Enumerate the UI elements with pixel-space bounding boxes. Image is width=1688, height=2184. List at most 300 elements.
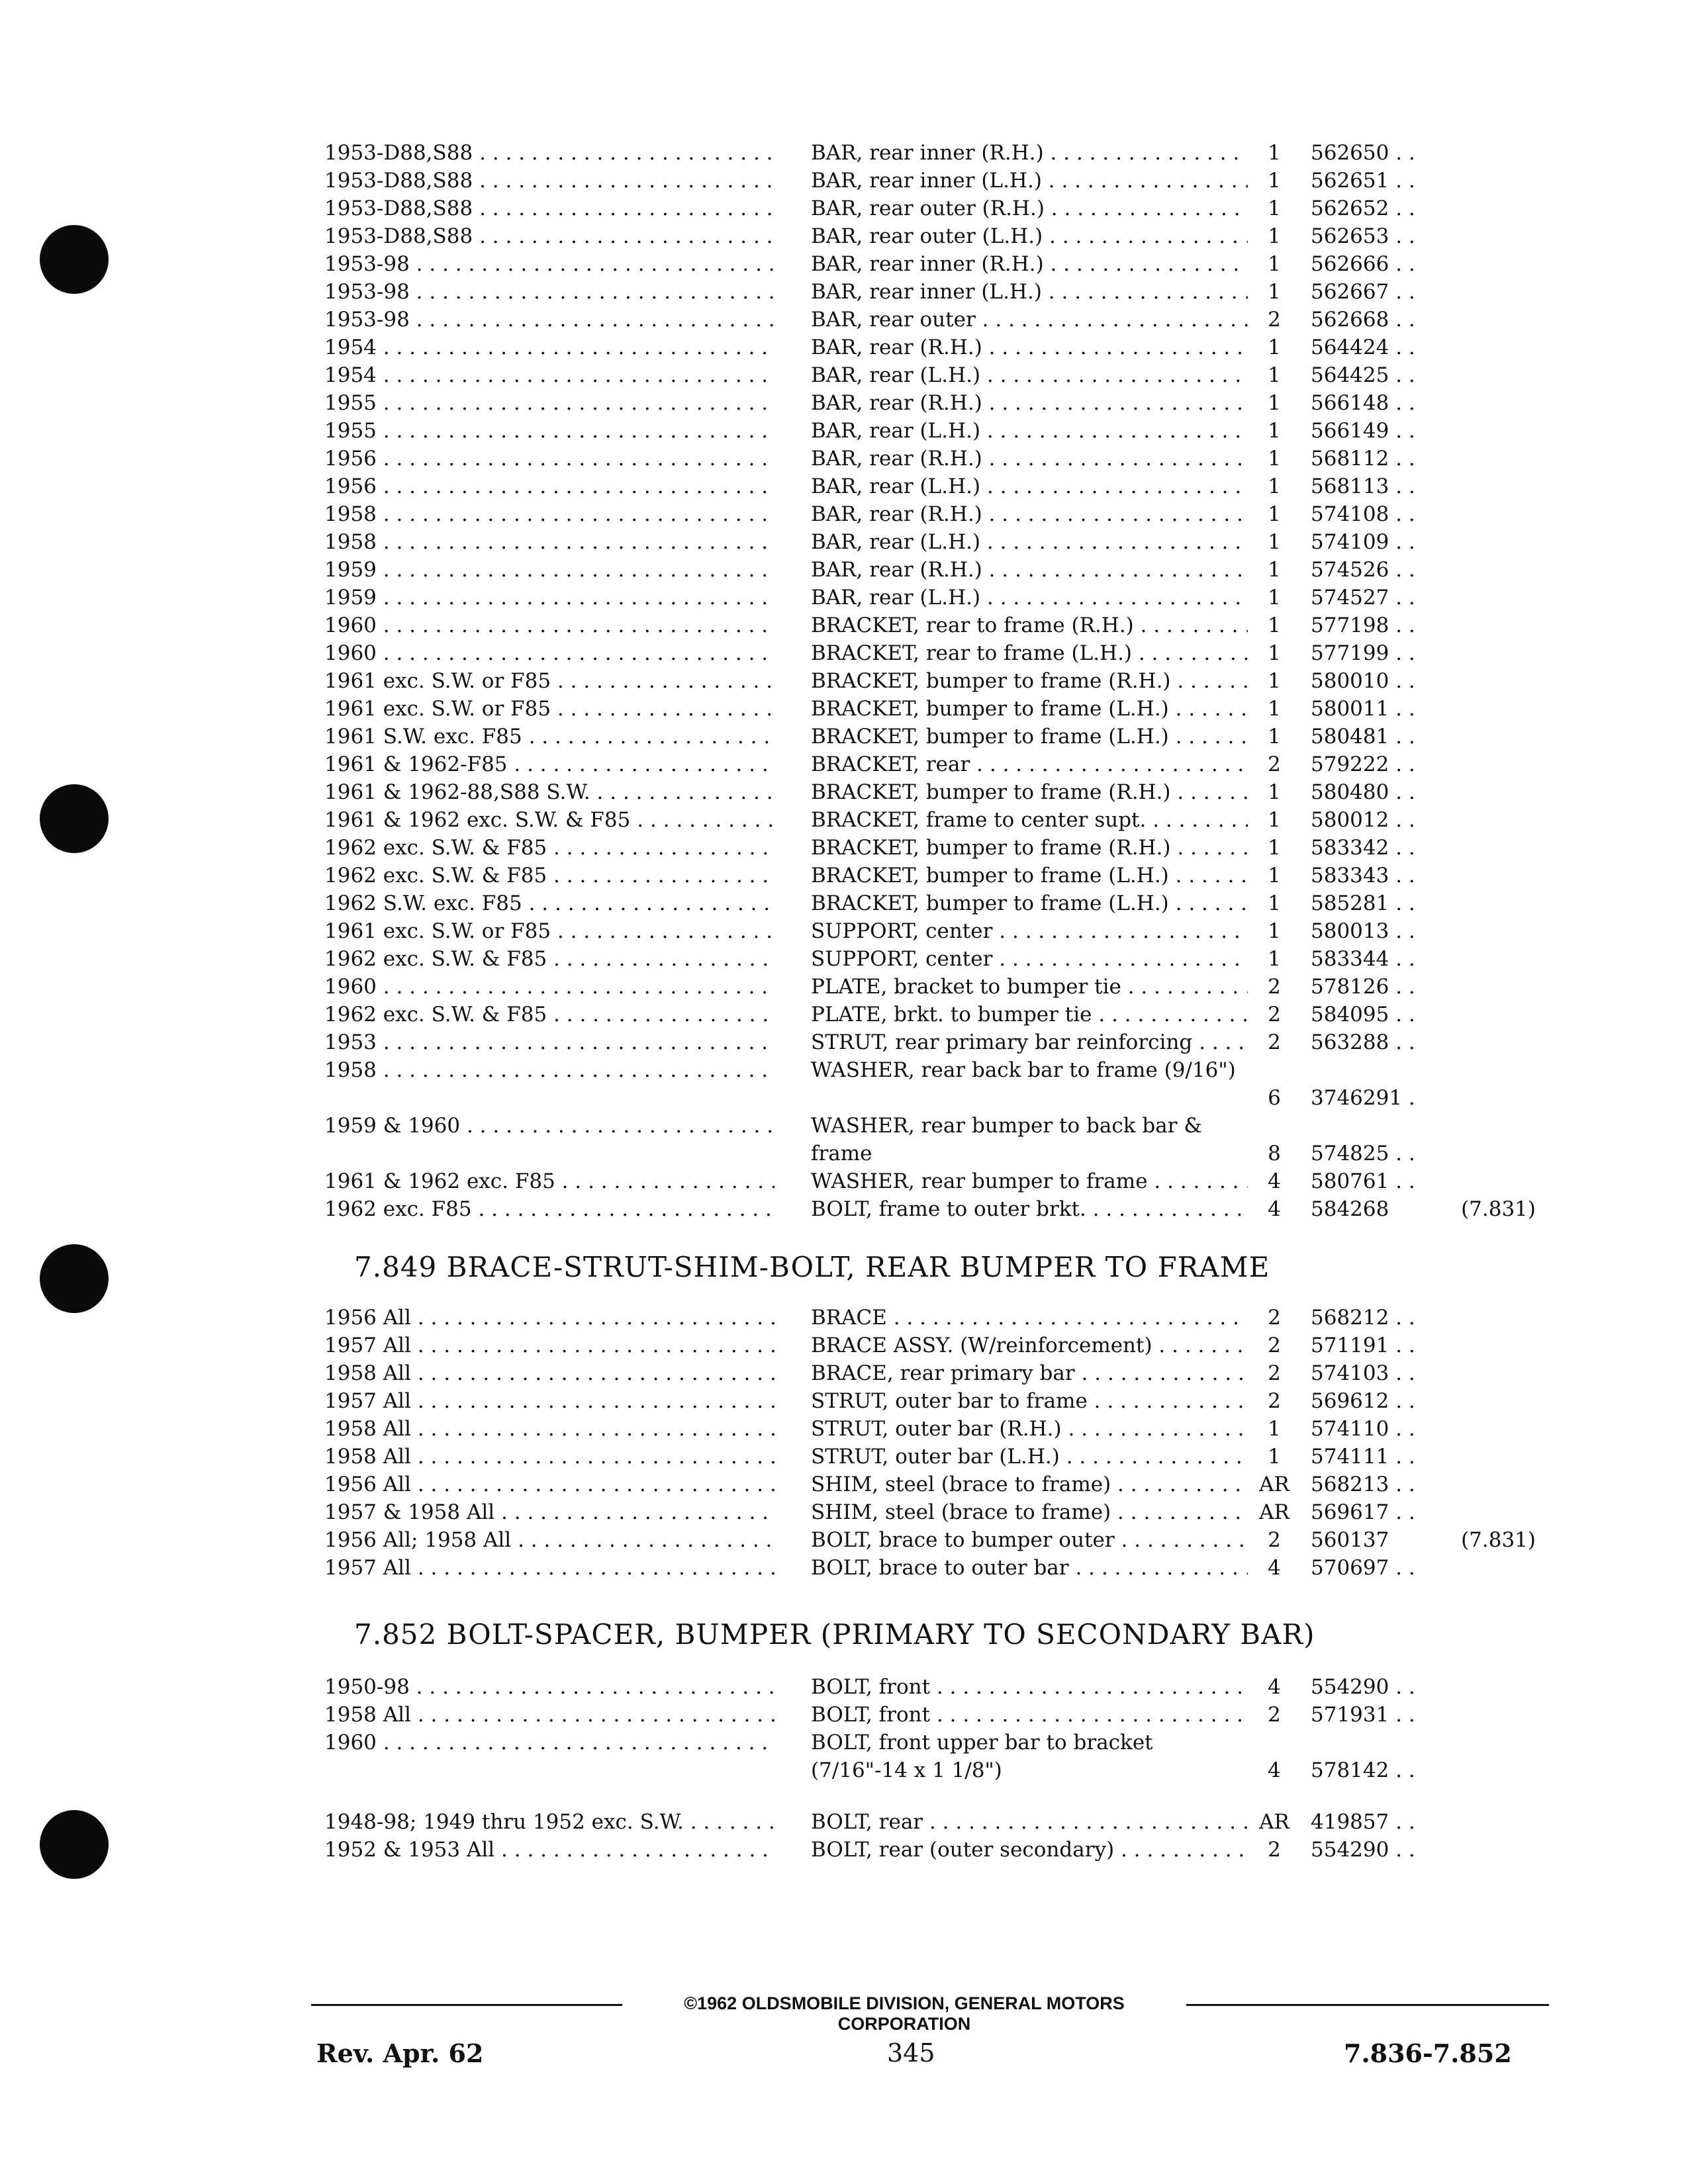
description-cell (811, 556, 1248, 584)
description-cell-text: SUPPORT, center (811, 919, 993, 943)
description-cell-text: SHIM, steel (brace to frame) (811, 1500, 1111, 1524)
quantity-cell-text: 1 (1268, 530, 1281, 554)
table-row (324, 834, 1542, 862)
model-cell (324, 639, 774, 667)
table-row (324, 1028, 1542, 1056)
model-cell (324, 389, 774, 417)
part-number-cell (1311, 250, 1417, 278)
model-cell-text: 1961 & 1962 exc. S.W. & F85 (324, 808, 631, 832)
part-number-cell (1311, 1701, 1417, 1729)
model-cell (324, 1028, 774, 1056)
description-cell (811, 639, 1248, 667)
quantity-cell-text: 1 (1268, 169, 1281, 193)
table-row (324, 973, 1542, 1001)
quantity-cell (1258, 195, 1291, 222)
part-number-cell (1311, 639, 1417, 667)
quantity-cell (1258, 417, 1291, 445)
revision-date: Rev. Apr. 62 (316, 2038, 484, 2068)
description-cell-text: BRACE, rear primary bar (811, 1361, 1075, 1385)
description-cell (811, 417, 1248, 445)
binder-hole (40, 1810, 109, 1879)
quantity-cell-text: 4 (1268, 1197, 1281, 1221)
part-number-cell-text: 562652 (1311, 197, 1389, 220)
model-cell-text: 1950-98 (324, 1675, 410, 1699)
description-cell (811, 1498, 1248, 1526)
model-cell-text: 1956 All; 1958 All (324, 1528, 512, 1552)
part-number-cell (1311, 1028, 1417, 1056)
description-cell (811, 1387, 1248, 1415)
part-number-cell (1311, 139, 1417, 167)
table-row (324, 556, 1542, 584)
quantity-cell (1258, 473, 1291, 500)
quantity-cell-text: 1 (1268, 669, 1281, 693)
table-row (324, 1498, 1542, 1526)
copyright-notice: ©1962 OLDSMOBILE DIVISION, GENERAL MOTORS CORPORATION (684, 1993, 1125, 2034)
quantity-cell (1258, 1498, 1291, 1526)
table-row (324, 1195, 1542, 1223)
table-row (324, 639, 1542, 667)
description-cell-text: BAR, rear (L.H.) (811, 586, 981, 610)
description-cell (811, 1195, 1248, 1223)
part-number-cell-text: 571931 (1311, 1703, 1389, 1727)
part-number-cell-text: 569617 (1311, 1500, 1389, 1524)
model-cell-text: 1954 (324, 336, 377, 359)
part-number-cell (1311, 1756, 1417, 1784)
table-row (324, 528, 1542, 556)
table-row (324, 334, 1542, 361)
part-number-cell (1311, 1359, 1417, 1387)
cross-reference-text: (7.831) (1461, 1528, 1536, 1552)
description-cell (811, 445, 1248, 473)
quantity-cell (1258, 1415, 1291, 1443)
part-number-cell-text: 583344 (1311, 947, 1389, 971)
description-cell-text: BRACKET, bumper to frame (L.H.) (811, 864, 1169, 887)
quantity-cell (1258, 973, 1291, 1001)
description-cell-text: BRACKET, frame to center supt. (811, 808, 1147, 832)
description-cell-text: BRACKET, bumper to frame (L.H.) (811, 725, 1169, 749)
description-cell (811, 723, 1248, 751)
part-number-cell (1311, 1167, 1417, 1195)
part-number-cell-text: 560137 (1311, 1528, 1389, 1552)
part-number-cell (1311, 334, 1417, 361)
table-row (324, 417, 1542, 445)
parts-table-7-849 (324, 1304, 1542, 1582)
quantity-cell-text: 2 (1268, 1003, 1281, 1026)
model-cell (324, 1701, 774, 1729)
quantity-cell-text: 1 (1268, 586, 1281, 610)
model-cell-text: 1959 (324, 558, 377, 582)
model-cell-text: 1953 (324, 1030, 377, 1054)
part-number-cell (1311, 612, 1417, 639)
part-number-cell-text: 584268 (1311, 1197, 1389, 1221)
section-heading-7-849: 7.849 BRACE-STRUT-SHIM-BOLT, REAR BUMPER TO FRAME (354, 1251, 1270, 1283)
part-number-cell-text: 580010 (1311, 669, 1389, 693)
table-row (324, 723, 1542, 751)
model-cell (324, 584, 774, 612)
model-cell (324, 1415, 774, 1443)
model-cell (324, 778, 774, 806)
part-number-cell (1311, 695, 1417, 723)
description-cell-text: BOLT, rear (outer secondary) (811, 1838, 1115, 1862)
quantity-cell (1258, 806, 1291, 834)
part-number-cell (1311, 1808, 1417, 1836)
cross-reference-text: (7.831) (1461, 1197, 1536, 1221)
model-cell-text: 1962 exc. S.W. & F85 (324, 836, 547, 860)
quantity-cell (1258, 917, 1291, 945)
model-cell (324, 167, 774, 195)
table-row (324, 1056, 1542, 1112)
model-cell (324, 445, 774, 473)
table-row (324, 1729, 1542, 1784)
model-cell-text: 1961 exc. S.W. or F85 (324, 669, 551, 693)
description-cell-text: PLATE, brkt. to bumper tie (811, 1003, 1092, 1026)
description-cell (811, 612, 1248, 639)
quantity-cell (1258, 1028, 1291, 1056)
model-cell-text: 1962 exc. S.W. & F85 (324, 1003, 547, 1026)
quantity-cell-text: 1 (1268, 836, 1281, 860)
description-cell-text: BAR, rear (L.H.) (811, 419, 981, 443)
description-cell (811, 1056, 1248, 1112)
part-number-cell-text: 574103 (1311, 1361, 1389, 1385)
model-cell-text: 1961 & 1962-88,S88 S.W. (324, 780, 590, 804)
part-number-cell-text: 580761 (1311, 1169, 1389, 1193)
table-row (324, 1836, 1542, 1864)
part-number-cell (1311, 1332, 1417, 1359)
quantity-cell-text: 1 (1268, 475, 1281, 498)
part-number-cell (1311, 306, 1417, 334)
quantity-cell-text: 1 (1268, 641, 1281, 665)
model-cell (324, 806, 774, 834)
quantity-cell (1258, 778, 1291, 806)
quantity-cell-text: 4 (1268, 1758, 1281, 1782)
model-cell (324, 1836, 774, 1864)
part-number-cell (1311, 556, 1417, 584)
part-number-cell (1311, 167, 1417, 195)
quantity-cell-text: 2 (1268, 1306, 1281, 1330)
description-cell-text: BAR, rear outer (R.H.) (811, 197, 1045, 220)
description-cell (811, 139, 1248, 167)
quantity-cell-text: 1 (1268, 336, 1281, 359)
part-number-cell-text: 580480 (1311, 780, 1389, 804)
part-number-cell (1311, 361, 1417, 389)
model-cell-text: 1958 All (324, 1445, 411, 1469)
part-number-cell-text: 583343 (1311, 864, 1389, 887)
model-cell-text: 1953-98 (324, 252, 410, 276)
model-cell (324, 1808, 774, 1836)
model-cell (324, 1673, 774, 1701)
table-row (324, 695, 1542, 723)
model-cell (324, 862, 774, 889)
quantity-cell-text: 1 (1268, 224, 1281, 248)
model-cell-text: 1958 (324, 1058, 377, 1082)
part-number-cell-text: 578142 (1311, 1758, 1389, 1782)
quantity-cell-text: 2 (1268, 752, 1281, 776)
description-cell (811, 1028, 1248, 1056)
model-cell-text: 1958 (324, 502, 377, 526)
quantity-cell (1258, 1554, 1291, 1582)
binder-hole (40, 225, 109, 294)
table-row (324, 917, 1542, 945)
description-cell-text: BRACKET, bumper to frame (R.H.) (811, 780, 1171, 804)
part-number-cell-text: 580013 (1311, 919, 1389, 943)
model-cell-text: 1962 exc. S.W. & F85 (324, 947, 547, 971)
quantity-cell-text: 2 (1268, 1389, 1281, 1413)
part-number-cell (1311, 862, 1417, 889)
model-cell (324, 195, 774, 222)
model-cell (324, 500, 774, 528)
description-cell-text: BAR, rear (R.H.) (811, 447, 982, 471)
description-cell (811, 1808, 1248, 1836)
quantity-cell-text: 1 (1268, 502, 1281, 526)
description-cell (811, 1443, 1248, 1471)
model-cell (324, 889, 774, 917)
table-row (324, 1701, 1542, 1729)
part-number-cell-text: 568112 (1311, 447, 1389, 471)
quantity-cell (1258, 1359, 1291, 1387)
part-number-cell (1311, 500, 1417, 528)
part-number-cell (1311, 389, 1417, 417)
description-cell-text: BOLT, frame to outer brkt. (811, 1197, 1086, 1221)
quantity-cell (1258, 1673, 1291, 1701)
model-cell-text: 1958 All (324, 1361, 411, 1385)
table-row (324, 1471, 1542, 1498)
part-number-cell-text: 564425 (1311, 363, 1389, 387)
part-number-cell-text: 562668 (1311, 308, 1389, 332)
part-number-cell-text: 574111 (1311, 1445, 1389, 1469)
model-cell-text: 1960 (324, 614, 377, 637)
quantity-cell-text: 2 (1268, 1334, 1281, 1357)
table-row (324, 1415, 1542, 1443)
part-number-cell (1311, 1836, 1417, 1864)
quantity-cell-text: 1 (1268, 391, 1281, 415)
description-cell (811, 389, 1248, 417)
quantity-cell (1258, 500, 1291, 528)
description-cell (811, 917, 1248, 945)
model-cell (324, 667, 774, 695)
description-cell-text: WASHER, rear bumper to back bar & frame (811, 1114, 1202, 1165)
description-cell-text: WASHER, rear bumper to frame (811, 1169, 1148, 1193)
description-cell (811, 945, 1248, 973)
part-number-cell-text: 562651 (1311, 169, 1389, 193)
model-cell (324, 1387, 774, 1415)
quantity-cell (1258, 167, 1291, 195)
quantity-cell-text: 1 (1268, 725, 1281, 749)
description-cell-text: BAR, rear (L.H.) (811, 363, 981, 387)
quantity-cell-text: 8 (1268, 1142, 1281, 1165)
description-cell (811, 1554, 1248, 1582)
quantity-cell (1258, 556, 1291, 584)
table-row (324, 139, 1542, 167)
table-row (324, 250, 1542, 278)
quantity-cell (1258, 695, 1291, 723)
table-row (324, 806, 1542, 834)
quantity-cell (1258, 612, 1291, 639)
quantity-cell (1258, 1701, 1291, 1729)
table-row (324, 751, 1542, 778)
description-cell-text: BAR, rear inner (L.H.) (811, 280, 1042, 304)
part-number-cell (1311, 584, 1417, 612)
quantity-cell-text: 4 (1268, 1675, 1281, 1699)
quantity-cell (1258, 862, 1291, 889)
part-number-cell-text: 577199 (1311, 641, 1389, 665)
quantity-cell (1258, 945, 1291, 973)
model-cell (324, 723, 774, 751)
quantity-cell-text: 1 (1268, 1445, 1281, 1469)
part-number-cell (1311, 751, 1417, 778)
table-row (324, 1554, 1542, 1582)
model-cell-text: 1961 S.W. exc. F85 (324, 725, 522, 749)
model-cell-text: 1959 (324, 586, 377, 610)
model-cell-text: 1952 & 1953 All (324, 1838, 495, 1862)
quantity-cell (1258, 250, 1291, 278)
description-cell (811, 1836, 1248, 1864)
part-number-cell (1311, 1001, 1417, 1028)
quantity-cell-text: 1 (1268, 919, 1281, 943)
part-number-cell (1311, 973, 1417, 1001)
quantity-cell (1258, 528, 1291, 556)
model-cell (324, 222, 774, 250)
model-cell (324, 973, 774, 1001)
part-number-cell (1311, 1195, 1417, 1223)
quantity-cell (1258, 306, 1291, 334)
quantity-cell (1258, 222, 1291, 250)
quantity-cell (1258, 278, 1291, 306)
quantity-cell (1258, 1304, 1291, 1332)
part-number-cell (1311, 1471, 1417, 1498)
model-cell-text: 1962 S.W. exc. F85 (324, 891, 522, 915)
part-number-cell-text: 3746291 (1311, 1086, 1403, 1110)
part-number-cell-text: 554290 (1311, 1838, 1389, 1862)
model-cell (324, 278, 774, 306)
model-cell (324, 1112, 774, 1140)
description-cell (811, 167, 1248, 195)
part-number-cell (1311, 1304, 1417, 1332)
part-number-cell-text: 574526 (1311, 558, 1389, 582)
table-row (324, 195, 1542, 222)
description-cell (811, 473, 1248, 500)
description-cell (811, 751, 1248, 778)
description-cell (811, 1673, 1248, 1701)
description-cell-text: BRACKET, bumper to frame (L.H.) (811, 891, 1169, 915)
description-cell (811, 1167, 1248, 1195)
parts-table-7-852 (324, 1673, 1542, 1864)
part-number-cell (1311, 528, 1417, 556)
description-cell-text: BOLT, brace to bumper outer (811, 1528, 1115, 1552)
table-row (324, 389, 1542, 417)
part-number-cell-text: 580011 (1311, 697, 1389, 721)
cross-reference-cell (1423, 1195, 1536, 1223)
quantity-cell-text: 1 (1268, 447, 1281, 471)
model-cell-text: 1960 (324, 1731, 377, 1754)
description-cell-text: BRACKET, rear to frame (R.H.) (811, 614, 1134, 637)
description-cell (811, 334, 1248, 361)
part-number-cell-text: 584095 (1311, 1003, 1389, 1026)
quantity-cell-text: 1 (1268, 280, 1281, 304)
part-number-cell-text: 563288 (1311, 1030, 1389, 1054)
part-number-cell-text: 568212 (1311, 1306, 1389, 1330)
model-cell (324, 1729, 774, 1756)
part-number-cell-text: 574108 (1311, 502, 1389, 526)
table-row (324, 862, 1542, 889)
quantity-cell-text: 2 (1268, 1361, 1281, 1385)
part-number-cell-text: 577198 (1311, 614, 1389, 637)
table-row (324, 945, 1542, 973)
quantity-cell (1258, 639, 1291, 667)
table-row (324, 306, 1542, 334)
model-cell (324, 1526, 774, 1554)
part-number-cell-text: 570697 (1311, 1556, 1389, 1580)
model-cell (324, 834, 774, 862)
model-cell (324, 917, 774, 945)
model-cell-text: 1955 (324, 391, 377, 415)
part-number-cell-text: 568213 (1311, 1473, 1389, 1496)
description-cell-text: BAR, rear inner (L.H.) (811, 169, 1042, 193)
description-cell (811, 695, 1248, 723)
description-cell (811, 806, 1248, 834)
description-cell-text: BRACE (811, 1306, 887, 1330)
part-number-cell (1311, 834, 1417, 862)
part-number-cell (1311, 778, 1417, 806)
footer-rule-right (1186, 2004, 1549, 2006)
table-row (324, 889, 1542, 917)
description-cell-text: BRACKET, rear to frame (L.H.) (811, 641, 1133, 665)
description-cell-text: BRACKET, bumper to frame (R.H.) (811, 669, 1171, 693)
table-row (324, 445, 1542, 473)
description-cell (811, 1471, 1248, 1498)
table-row (324, 1387, 1542, 1415)
quantity-cell-text: 1 (1268, 808, 1281, 832)
table-row (324, 473, 1542, 500)
model-cell (324, 1332, 774, 1359)
table-row (324, 1112, 1542, 1167)
model-cell-text: 1962 exc. F85 (324, 1197, 472, 1221)
description-cell (811, 778, 1248, 806)
description-cell (811, 584, 1248, 612)
quantity-cell (1258, 1808, 1291, 1836)
model-cell-text: 1948-98; 1949 thru 1952 exc. S.W. (324, 1810, 684, 1834)
table-row (324, 1001, 1542, 1028)
quantity-cell-text: 1 (1268, 864, 1281, 887)
description-cell-text: BAR, rear (R.H.) (811, 391, 982, 415)
table-row (324, 612, 1542, 639)
description-cell (811, 1112, 1248, 1167)
description-cell-text: BOLT, rear (811, 1810, 923, 1834)
description-cell (811, 1526, 1248, 1554)
quantity-cell-text: 1 (1268, 558, 1281, 582)
part-number-cell-text: 569612 (1311, 1389, 1389, 1413)
quantity-cell (1258, 1084, 1291, 1112)
description-cell (811, 1701, 1248, 1729)
quantity-cell (1258, 1195, 1291, 1223)
quantity-cell-text: 2 (1268, 1838, 1281, 1862)
model-cell (324, 1498, 774, 1526)
quantity-cell-text: 1 (1268, 947, 1281, 971)
part-number-cell-text: 574825 (1311, 1142, 1389, 1165)
description-cell-text: BAR, rear (L.H.) (811, 530, 981, 554)
part-number-cell (1311, 889, 1417, 917)
binder-hole (40, 784, 109, 853)
part-number-cell (1311, 195, 1417, 222)
model-cell (324, 250, 774, 278)
quantity-cell (1258, 139, 1291, 167)
model-cell-text: 1962 exc. S.W. & F85 (324, 864, 547, 887)
model-cell-text: 1955 (324, 419, 377, 443)
model-cell (324, 1195, 774, 1223)
quantity-cell-text: 2 (1268, 1703, 1281, 1727)
quantity-cell (1258, 889, 1291, 917)
description-cell (811, 500, 1248, 528)
description-cell (811, 1001, 1248, 1028)
